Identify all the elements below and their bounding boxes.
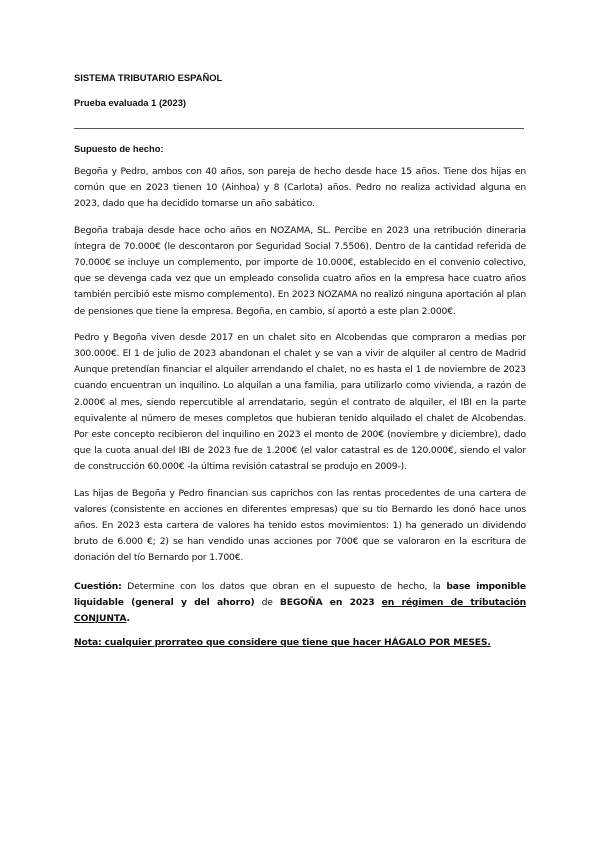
question-bold-base: base imponible liquidable (general y del ahorro) <box>74 580 526 608</box>
document-title: SISTEMA TRIBUTARIO ESPAÑOL <box>74 72 223 83</box>
document-subtitle: Prueba evaluada 1 (2023) <box>74 97 187 108</box>
question-end: . <box>126 613 130 625</box>
paragraph-securities: Las hijas de Begoña y Pedro financian sus caprichos con las rentas procedentes de una cartera de valores (consistente en acciones en diferentes empresas) que su tío Bernardo les donó hace unos años. En 2023 esta cartera de valores ha tenido estos movimientos: 1) ha generado un dividendo bruto de 6.000 €; 2) se han vendido unas acciones por 700€ que se valoraron en la escritura de donación del tío Bernardo por 1.700€. <box>74 487 526 564</box>
question-text-2: de <box>254 596 280 608</box>
note-text: Nota: cualquier prorrateo que considere que tiene que hacer HÁGALO POR MESES. <box>74 637 491 649</box>
horizontal-divider <box>74 128 524 129</box>
paragraph-employment: Begoña trabaja desde hace ocho años en NOZAMA, SL. Percibe en 2023 una retribución dineraria íntegra de 70.000€ (le descontaron por Seguridad Social 7.5506). Dentro de la cantidad referida de 70.000€ se incluye un complemento, por importe de 10.000€, establecido en el convenio colectivo, que se devenga cada vez que un empleado consolida cuatro años en la empresa hace cuatro años también percibió este mismo complemento). En 2023 NOZAMA no realizó ninguna aportación al plan de pensiones que tiene la empresa. Begoña, en cambio, sí aportó a este plan 2.000€. <box>74 224 526 317</box>
question-text-3 <box>375 597 382 608</box>
question-label: Cuestión: <box>74 580 122 592</box>
paragraph-family: Begoña y Pedro, ambos con 40 años, son pareja de hecho desde hace 15 años. Tiene dos hijas en común que en 2023 tienen 10 (Ainhoa) y 8 (Carlota) años. Pedro no realiza actividad alguna en 2023, dado que ha decidido tomarse un año sabático. <box>74 166 526 210</box>
section-heading: Supuesto de hecho: <box>74 143 164 154</box>
question-text-1: Determine con los datos que obran en el supuesto de hecho, la <box>121 580 447 592</box>
document-body <box>74 72 526 648</box>
question-paragraph <box>74 579 526 628</box>
paragraph-property: Pedro y Begoña viven desde 2017 en un chalet sito en Alcobendas que compraron a medias por 300.000€. El 1 de julio de 2023 abandonan el chalet y se van a vivir de alquiler al centro de Madrid Aunque pretendían financiar el alquiler arrendando el chalet, no es hasta el 1 de noviembre de 2023 cuando encuentran un inquilino. Lo alquilan a una familia, para utilizarlo como vivienda, a razón de 2.000€ al mes, siendo repercutible al arrendatario, según el contrato de alquiler, el IBI en la parte equivalente al número de meses completos que hubieran tenido alquilado el chalet de Alcobendas. Por este concepto recibieron del inquilino en 2023 el monto de 200€ (noviembre y diciembre), dado que la cuota anual del IBI de 2023 fue de 1.200€ (el valor catastral es de 120.000€, siendo el valor de construcción 60.000€ -la última revisión catastral se produjo en 2009-). <box>74 331 526 473</box>
question-underlined-regime: en régimen de tributación CONJUNTA <box>74 596 527 625</box>
question-bold-begona: BEGOÑA en 2023 <box>279 596 375 608</box>
